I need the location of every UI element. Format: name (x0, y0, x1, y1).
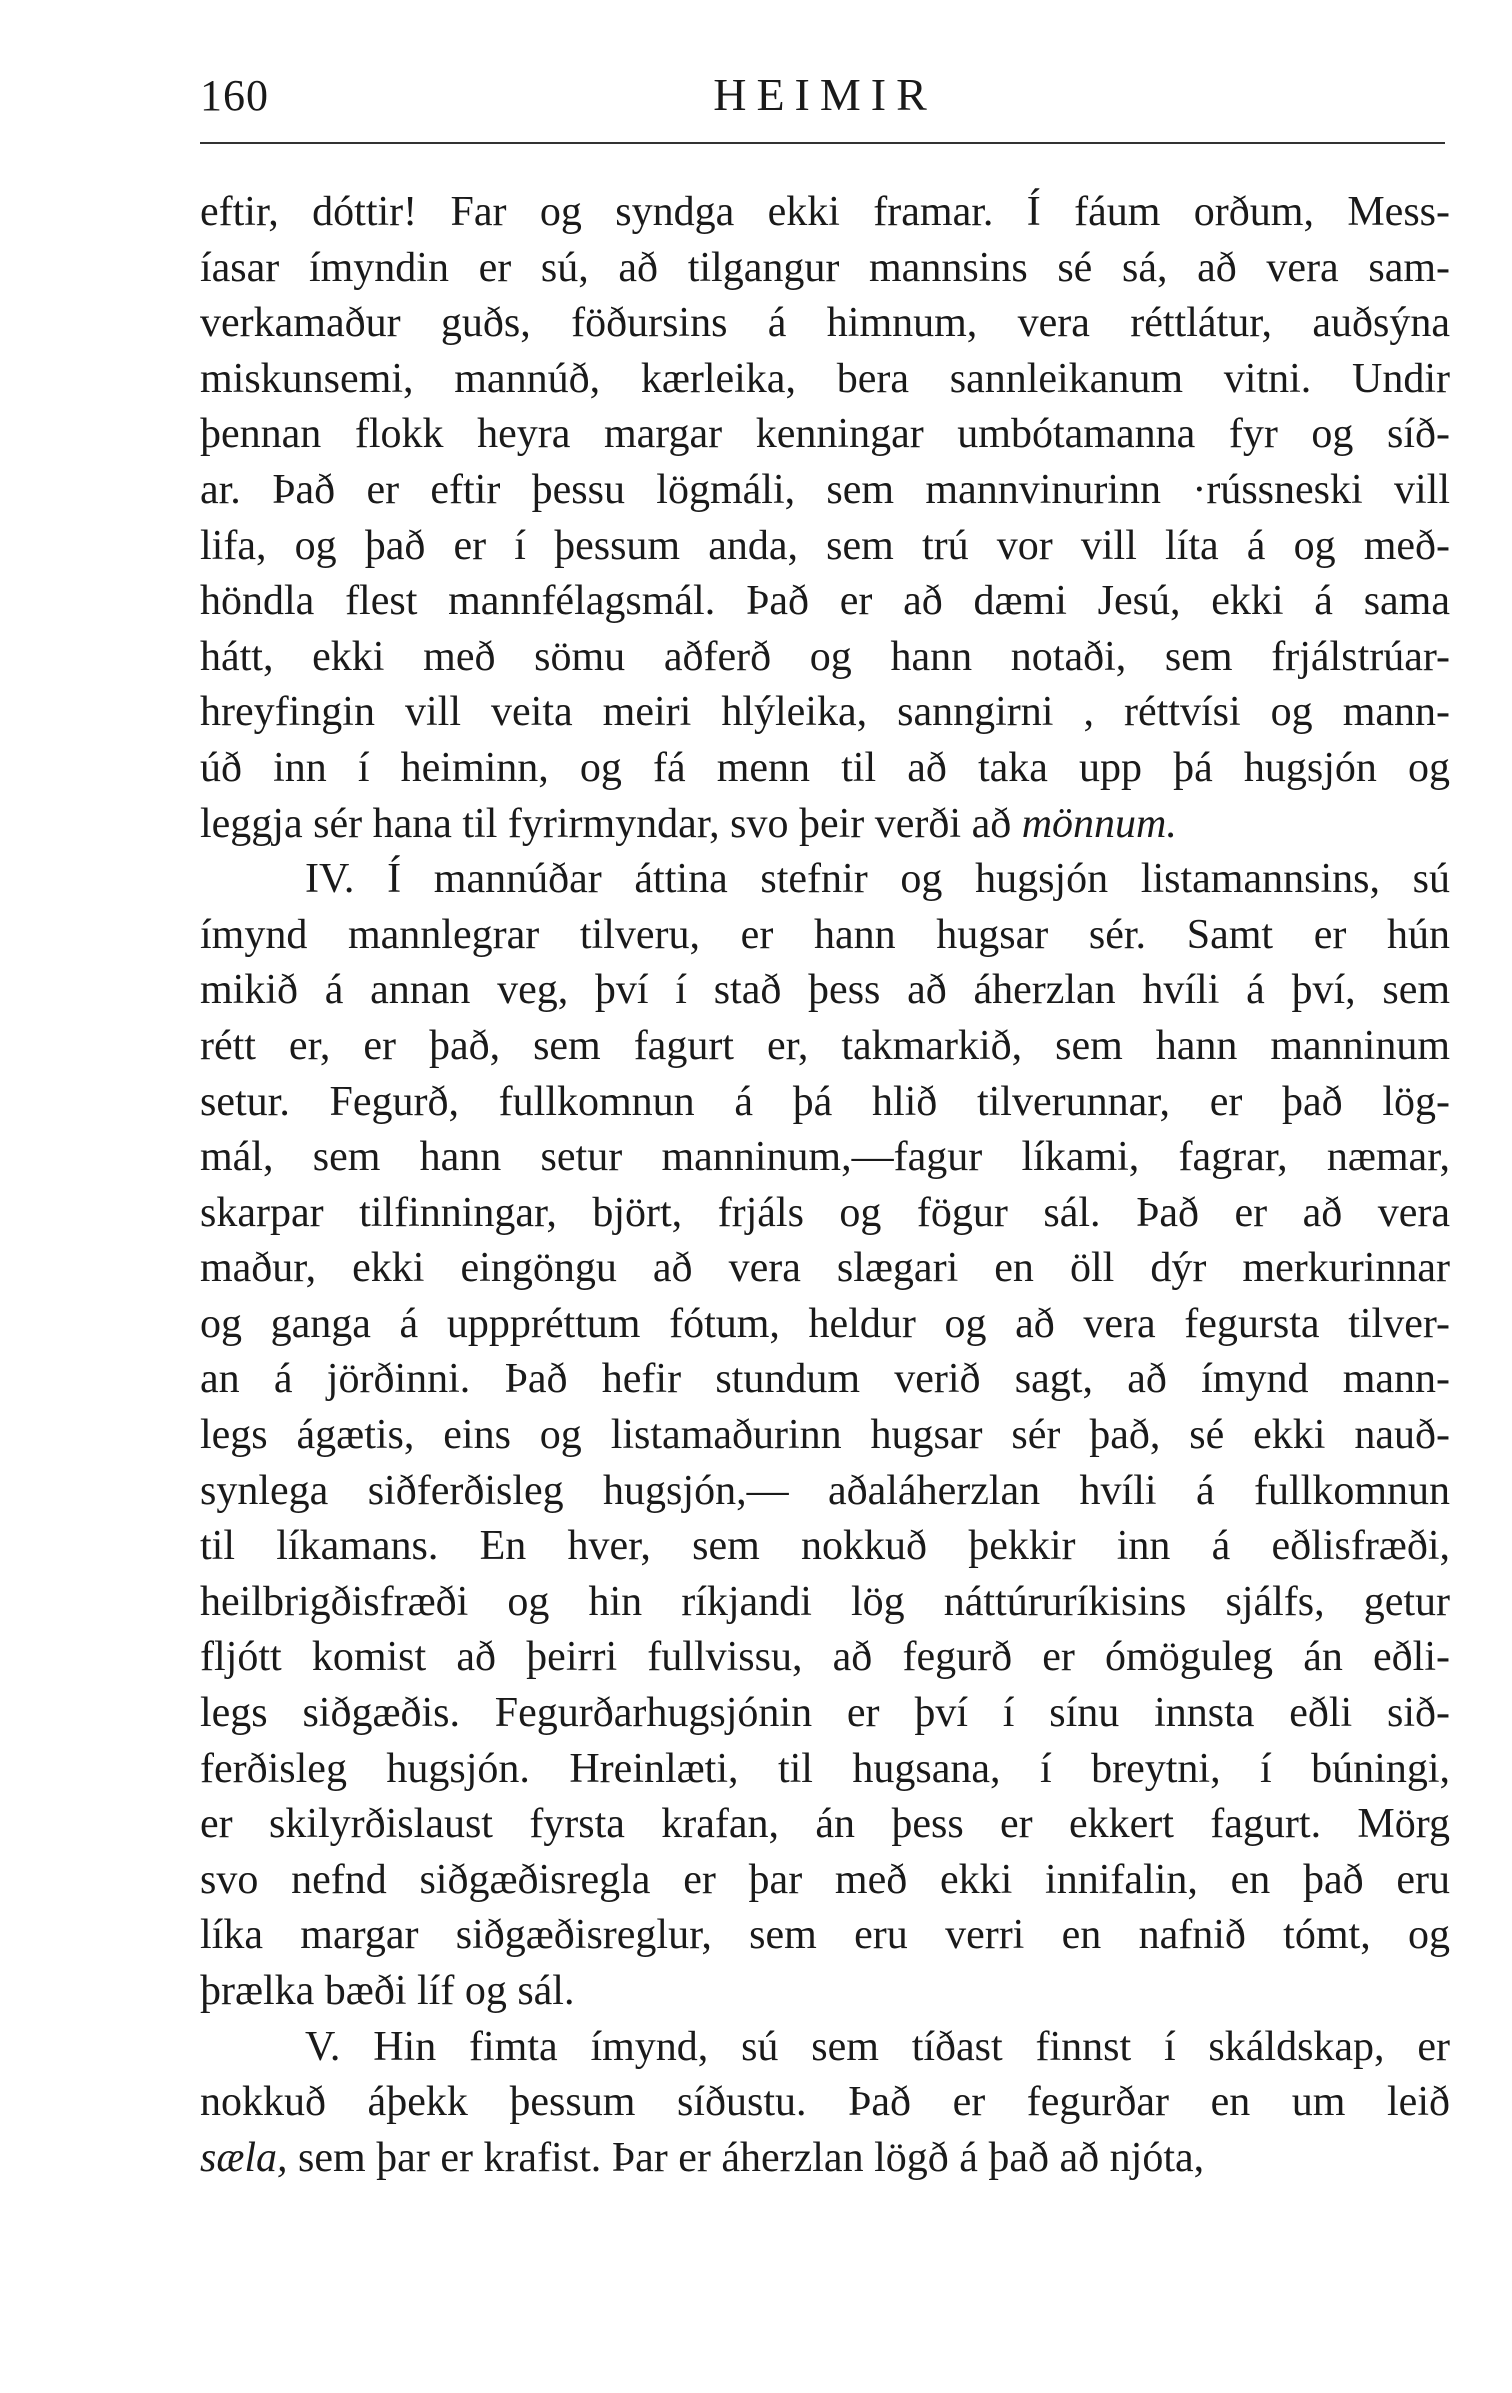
line-text: íasar ímyndin er sú, að tilgangur mannsins sé sá, að vera sam- (200, 244, 1450, 291)
line-text: fljótt komist að þeirri fullvissu, að fegurð er ómöguleg án eðli- (200, 1634, 1450, 1681)
line-text: an á jörðinni. Það hefir stundum verið sagt, að ímynd mann- (200, 1356, 1450, 1403)
text-line (200, 1075, 1450, 1131)
line-text: leggja sér hana til fyrirmyndar, svo þeir verði að (200, 800, 1022, 847)
text-line (200, 630, 1450, 686)
line-text: hátt, ekki með sömu aðferð og hann notaði, sem frjálstrúar- (200, 633, 1450, 680)
line-text: verkamaður guðs, föðursins á himnum, vera réttlátur, auðsýna (200, 300, 1450, 347)
text-line (200, 1964, 1450, 2020)
page-header (200, 60, 1450, 130)
line-text: skarpar tilfinningar, björt, frjáls og fögur sál. Það er að vera (200, 1189, 1450, 1236)
text-line (200, 1464, 1450, 1520)
text-line (200, 1519, 1450, 1575)
line-text: miskunsemi, mannúð, kærleika, bera sannleikanum vitni. Undir (200, 355, 1450, 402)
line-text: IV. Í mannúðar áttina stefnir og hugsjón listamannsins, sú (305, 856, 1450, 903)
text-line (200, 2131, 1450, 2187)
header-rule (200, 142, 1445, 144)
line-text: svo nefnd siðgæðisregla er þar með ekki innifalin, en það eru (200, 1856, 1450, 1903)
line-text: og ganga á upppréttum fótum, heldur og að vera fegursta tilver- (200, 1300, 1450, 1347)
text-line (200, 1408, 1450, 1464)
line-text: hreyfingin vill veita meiri hlýleika, sanngirni , réttvísi og mann- (200, 689, 1450, 736)
text-line (200, 852, 1450, 908)
text-line (200, 1186, 1450, 1242)
text-line (200, 1686, 1450, 1742)
text-line (200, 519, 1450, 575)
line-text: er skilyrðislaust fyrsta krafan, án þess er ekkert fagurt. Mörg (200, 1801, 1450, 1848)
line-text: mikið á annan veg, því í stað þess að áherzlan hvíli á því, sem (200, 967, 1450, 1014)
line-text: V. Hin fimta ímynd, sú sem tíðast finnst í skáldskap, er (305, 2023, 1450, 2070)
text-line (200, 1630, 1450, 1686)
line-text: legs siðgæðis. Fegurðarhugsjónin er því í sínu innsta eðli sið- (200, 1690, 1450, 1737)
running-head: HEIMIR (713, 69, 937, 120)
line-text: eftir, dóttir! Far og syndga ekki framar. Í fáum orðum, Mess- (200, 189, 1450, 235)
text-line (200, 1742, 1450, 1798)
line-text: synlega siðferðisleg hugsjón,— aðaláherzlan hvíli á fullkomnun (200, 1467, 1450, 1514)
text-line (200, 185, 1450, 241)
line-text: mál, sem hann setur manninum,—fagur líkami, fagrar, næmar, (200, 1134, 1450, 1181)
line-text: úð inn í heiminn, og fá menn til að taka upp þá hugsjón og (200, 744, 1450, 791)
line-text: setur. Fegurð, fullkomnun á þá hlið tilverunnar, er það lög- (200, 1078, 1450, 1125)
line-text: rétt er, er það, sem fagurt er, takmarkið, sem hann manninum (200, 1022, 1450, 1069)
italic-word: sæla, (200, 2134, 288, 2181)
line-text: legs ágætis, eins og listamaðurinn hugsar sér það, sé ekki nauð- (200, 1412, 1450, 1459)
text-line (200, 685, 1450, 741)
line-text: til líkamans. En hver, sem nokkuð þekkir inn á eðlisfræði, (200, 1523, 1450, 1570)
line-text: sem þar er krafist. Þar er áherzlan lögð á það að njóta, (287, 2134, 1205, 2181)
text-line (200, 2075, 1450, 2131)
line-text: nokkuð áþekk þessum síðustu. Það er fegurðar en um leið (200, 2079, 1450, 2126)
line-text: heilbrigðisfræði og hin ríkjandi lög náttúruríkisins sjálfs, getur (200, 1578, 1450, 1625)
text-line (200, 241, 1450, 297)
text-line (200, 1575, 1450, 1631)
line-text: líka margar siðgæðisreglur, sem eru verri en nafnið tómt, og (200, 1912, 1450, 1959)
text-line (200, 1797, 1450, 1853)
text-line (200, 352, 1450, 408)
text-line (200, 741, 1450, 797)
line-text: ar. Það er eftir þessu lögmáli, sem mannvinurinn ·rússneski vill (200, 466, 1450, 513)
italic-word: mönnum. (1021, 800, 1177, 847)
text-line (200, 963, 1450, 1019)
line-text: maður, ekki eingöngu að vera slægari en öll dýr merkurinnar (200, 1245, 1450, 1292)
line-text: ímynd mannlegrar tilveru, er hann hugsar sér. Samt er hún (200, 911, 1450, 958)
text-line (200, 296, 1450, 352)
line-text: höndla flest mannfélagsmál. Það er að dæmi Jesú, ekki á sama (200, 578, 1450, 625)
text-line (200, 1352, 1450, 1408)
text-line (200, 574, 1450, 630)
text-line (200, 1241, 1450, 1297)
text-line (200, 908, 1450, 964)
text-line (200, 2020, 1450, 2076)
text-line (200, 463, 1450, 519)
text-line (200, 1908, 1450, 1964)
line-text: lifa, og það er í þessum anda, sem trú vor vill líta á og með- (200, 522, 1450, 569)
text-line (200, 1297, 1450, 1353)
line-text: ferðisleg hugsjón. Hreinlæti, til hugsana, í breytni, í búningi, (200, 1745, 1450, 1792)
line-text: þennan flokk heyra margar kenningar umbótamanna fyr og síð- (200, 411, 1450, 458)
text-line (200, 1019, 1450, 1075)
page-number: 160 (200, 71, 269, 120)
line-text: þrælka bæði líf og sál. (200, 1968, 575, 2014)
body-text (200, 185, 1450, 2186)
text-line (200, 1853, 1450, 1909)
text-line (200, 797, 1450, 853)
text-line (200, 407, 1450, 463)
text-line (200, 1130, 1450, 1186)
